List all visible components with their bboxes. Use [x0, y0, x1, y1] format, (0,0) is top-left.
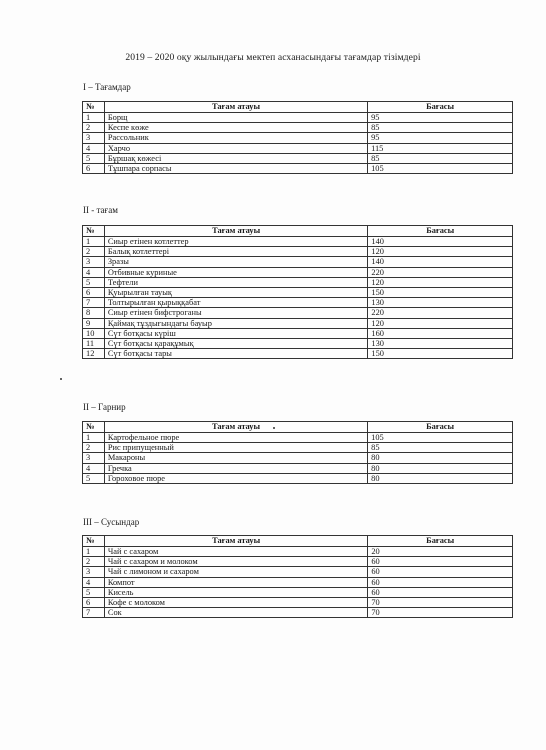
row-number: 7 [83, 608, 105, 618]
dish-name: Кеспе көже [104, 123, 367, 133]
dish-price: 160 [368, 328, 513, 338]
table-row [83, 257, 513, 267]
column-header-price: Бағасы [368, 422, 513, 433]
row-number: 5 [83, 153, 105, 163]
row-number: 5 [83, 473, 105, 483]
row-number: 5 [83, 277, 105, 287]
dish-name: Сүт ботқасы қарақұмық [104, 339, 368, 349]
table-row [83, 164, 513, 174]
column-header-dish-name: Тағам атауы [104, 226, 368, 237]
scan-speck [60, 378, 62, 380]
column-header-price: Бағасы [368, 536, 513, 547]
dish-name: Сүт ботқасы тары [104, 349, 368, 359]
row-number: 4 [83, 463, 105, 473]
dish-price: 80 [368, 473, 513, 483]
row-number: 6 [83, 288, 105, 298]
table-row [83, 277, 513, 287]
dish-price: 120 [368, 318, 513, 328]
dish-name: Сиыр етінен бифстроганы [104, 308, 368, 318]
table-row [83, 339, 513, 349]
dish-price: 95 [368, 133, 513, 143]
dish-price: 60 [368, 577, 513, 587]
table-row [83, 237, 513, 247]
dish-price: 220 [368, 267, 513, 277]
document-title: 2019 – 2020 оқу жылындағы мектеп асханасындағы тағамдар тізімдері [125, 52, 421, 63]
dish-price: 105 [368, 164, 513, 174]
dish-name: Сиыр етінен котлеттер [104, 237, 368, 247]
table-row [83, 123, 513, 133]
table-row [83, 153, 513, 163]
dish-name: Отбивные куриные [104, 267, 368, 277]
dish-price: 85 [368, 443, 513, 453]
row-number: 6 [83, 164, 105, 174]
table-row [83, 267, 513, 277]
dish-name: Чай с сахаром и молоком [104, 557, 367, 567]
dish-price: 80 [368, 453, 513, 463]
row-number: 12 [83, 349, 105, 359]
dish-name: Тефтели [104, 277, 368, 287]
dish-name: Картофельное пюре [104, 433, 367, 443]
column-header-number: № [83, 536, 105, 547]
table-row [83, 318, 513, 328]
table-row [83, 453, 513, 463]
dish-name: Кофе с молоком [104, 598, 367, 608]
scan-speck [273, 427, 275, 429]
column-header-number: № [83, 422, 105, 433]
dish-price: 70 [368, 598, 513, 608]
row-number: 4 [83, 267, 105, 277]
dish-name: Бұршақ көжесі [104, 153, 367, 163]
row-number: 3 [83, 257, 105, 267]
menu-table-second-course [82, 225, 513, 359]
column-header-dish-name: Тағам атауы [104, 102, 367, 113]
section-label-first-course: I – Тағамдар [83, 82, 131, 92]
row-number: 3 [83, 453, 105, 463]
row-number: 9 [83, 318, 105, 328]
table-row [83, 577, 513, 587]
table-row [83, 308, 513, 318]
table-row [83, 443, 513, 453]
dish-price: 150 [368, 288, 513, 298]
dish-price: 150 [368, 349, 513, 359]
dish-name: Зразы [104, 257, 368, 267]
table-row [83, 143, 513, 153]
dish-price: 60 [368, 567, 513, 577]
dish-name: Компот [104, 577, 367, 587]
row-number: 1 [83, 237, 105, 247]
column-header-number: № [83, 226, 105, 237]
dish-price: 85 [368, 153, 513, 163]
column-header-price: Бағасы [368, 226, 513, 237]
dish-name: Толтырылған қырыққабат [104, 298, 368, 308]
dish-name: Харчо [104, 143, 367, 153]
column-header-dish-name: Тағам атауы [104, 536, 367, 547]
dish-name: Балық котлеттері [104, 247, 368, 257]
dish-name: Тұшпара сорпасы [104, 164, 367, 174]
table-row [83, 473, 513, 483]
row-number: 6 [83, 598, 105, 608]
table-row [83, 463, 513, 473]
dish-price: 85 [368, 123, 513, 133]
row-number: 4 [83, 577, 105, 587]
row-number: 3 [83, 567, 105, 577]
column-header-dish-name: Тағам атауы [104, 422, 367, 433]
table-row [83, 133, 513, 143]
row-number: 2 [83, 443, 105, 453]
column-header-price: Бағасы [368, 102, 513, 113]
row-number: 10 [83, 328, 105, 338]
row-number: 11 [83, 339, 105, 349]
section-label-second-course: II - тағам [83, 205, 118, 215]
table-header-row [83, 226, 513, 237]
row-number: 4 [83, 143, 105, 153]
dish-name: Чай с лимоном и сахаром [104, 567, 367, 577]
dish-price: 130 [368, 339, 513, 349]
dish-name: Рис припущенный [104, 443, 367, 453]
dish-name: Гороховое пюре [104, 473, 367, 483]
section-label-drinks: III – Сусындар [83, 517, 140, 527]
dish-name: Чай с сахаром [104, 547, 367, 557]
table-row [83, 567, 513, 577]
row-number: 2 [83, 247, 105, 257]
table-row [83, 247, 513, 257]
menu-table-drinks [82, 535, 513, 618]
row-number: 2 [83, 557, 105, 567]
table-row [83, 608, 513, 618]
column-header-number: № [83, 102, 105, 113]
dish-price: 70 [368, 608, 513, 618]
table-row [83, 298, 513, 308]
dish-name: Рассольник [104, 133, 367, 143]
dish-name: Қуырылған тауық [104, 288, 368, 298]
dish-name: Борщ [104, 113, 367, 123]
dish-price: 60 [368, 587, 513, 597]
menu-table-garnish [82, 421, 513, 484]
dish-price: 220 [368, 308, 513, 318]
row-number: 7 [83, 298, 105, 308]
dish-price: 105 [368, 433, 513, 443]
dish-price: 80 [368, 463, 513, 473]
table-row [83, 587, 513, 597]
dish-price: 20 [368, 547, 513, 557]
table-row [83, 328, 513, 338]
row-number: 3 [83, 133, 105, 143]
table-row [83, 349, 513, 359]
menu-table-first-course [82, 101, 513, 174]
dish-name: Сок [104, 608, 367, 618]
dish-price: 140 [368, 237, 513, 247]
dish-name: Сүт ботқасы күріш [104, 328, 368, 338]
table-row [83, 433, 513, 443]
dish-price: 120 [368, 247, 513, 257]
row-number: 1 [83, 433, 105, 443]
table-row [83, 547, 513, 557]
table-header-row [83, 422, 513, 433]
table-row [83, 598, 513, 608]
dish-price: 120 [368, 277, 513, 287]
row-number: 2 [83, 123, 105, 133]
table-row [83, 288, 513, 298]
table-header-row [83, 102, 513, 113]
dish-price: 140 [368, 257, 513, 267]
dish-price: 60 [368, 557, 513, 567]
dish-price: 115 [368, 143, 513, 153]
dish-name: Кисель [104, 587, 367, 597]
row-number: 8 [83, 308, 105, 318]
table-row [83, 113, 513, 123]
row-number: 1 [83, 547, 105, 557]
row-number: 5 [83, 587, 105, 597]
dish-name: Макароны [104, 453, 367, 463]
dish-name: Қаймақ тұздығындағы бауыр [104, 318, 368, 328]
table-row [83, 557, 513, 567]
dish-price: 95 [368, 113, 513, 123]
dish-price: 130 [368, 298, 513, 308]
table-header-row [83, 536, 513, 547]
section-label-garnish: II – Гарнир [83, 402, 126, 412]
dish-name: Гречка [104, 463, 367, 473]
row-number: 1 [83, 113, 105, 123]
